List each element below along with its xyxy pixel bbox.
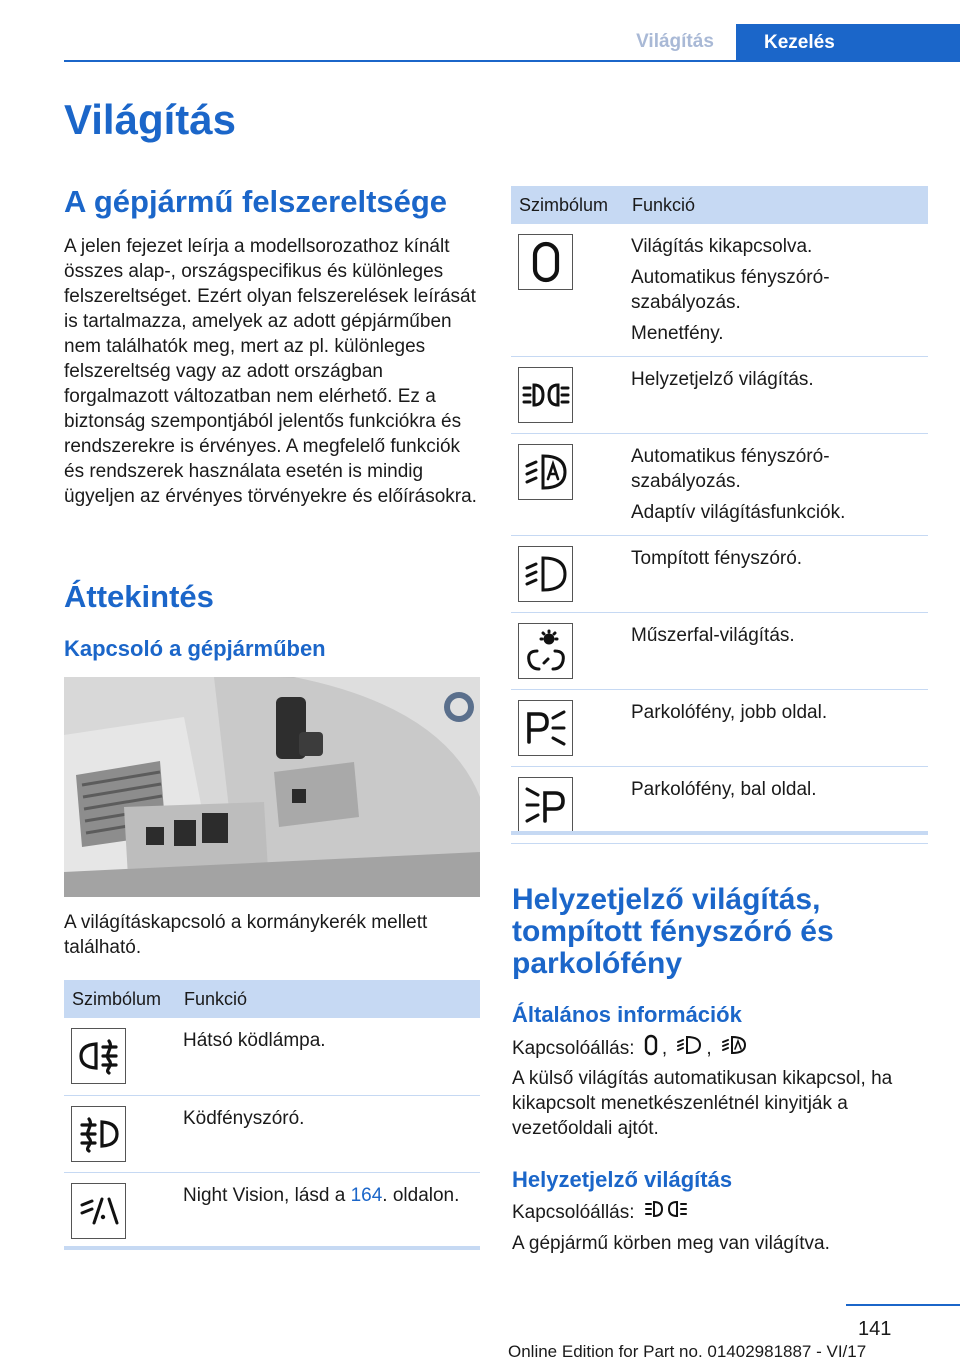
section-general-subtitle: Általános információk [512, 1002, 742, 1027]
switch-label: Kapcsolóállás: [512, 1038, 635, 1060]
function-line: Automatikus fényszóró-szabályozás. [631, 446, 830, 492]
header-rule [64, 60, 960, 62]
section-equipment-body: A jelen fejezet leírja a modellsorozathoz kínált összes alap-, országspecifikus és különleges felszereltséget. Ezért olyan felszerelések leírását is tartalmazza, amelyek az adott gépjárműben nem találhatók meg, mert az pl. különleges felszereltség vagy az adott országban forgalmazott változatban nem elérhető. Ez a biztonság szempontjából jelentős funkciókra és rendszerekre is érvényes. A megfelelő funkciók és rendszerek használata esetén is mindig ügyeljen az érvényes törvényekre és előírásokra. [64, 236, 477, 507]
function-line: Tompított fényszóró. [631, 548, 803, 569]
front-fog-lamp-icon [71, 1106, 126, 1162]
switch-positions-line [512, 1034, 932, 1064]
table-header-row [64, 980, 480, 1018]
photo-caption: A világításkapcsoló a kormánykerék mellett található. [64, 912, 428, 958]
column-header-symbol: Szimbólum [64, 980, 176, 1018]
section-parking-title: Helyzetjelző világítás, tompított fényszóró és parkolófény [512, 883, 834, 980]
table-header-row [511, 186, 928, 224]
zero-icon [518, 234, 573, 290]
parking-lights-icon [518, 367, 573, 423]
function-cell: Ködfényszóró. [176, 1095, 480, 1172]
page-number: 141 [858, 1318, 892, 1340]
night-vision-icon [71, 1183, 126, 1239]
function-text-suffix: . oldalon. [382, 1184, 460, 1206]
zero-icon [644, 1034, 658, 1064]
function-cell [624, 613, 928, 690]
footer-rule [846, 1304, 960, 1306]
table-row [511, 224, 928, 357]
page-reference-link[interactable]: 164 [350, 1184, 383, 1206]
function-line: Parkolófény, bal oldal. [631, 779, 817, 800]
function-cell [624, 434, 928, 536]
parking-switch-line [512, 1198, 932, 1228]
general-body: A külső világítás automatikusan kikapcsol, ha kikapcsolt menetkészenlétnél kinyitják a vezetőoldali ajtót. [512, 1068, 893, 1139]
parking-light-right-icon [518, 700, 573, 756]
function-line: Parkolófény, jobb oldal. [631, 702, 828, 723]
separator: , [661, 1038, 668, 1060]
parking-lights-icon [644, 1198, 688, 1228]
separator: , [706, 1038, 712, 1060]
table-right-end-rule [511, 831, 928, 835]
table-left-end-rule [64, 1246, 480, 1250]
function-line: Adaptív világításfunkciók. [631, 502, 846, 523]
function-line: Automatikus fényszóró-szabályozás. [631, 267, 830, 313]
function-cell [624, 690, 928, 767]
function-line: Műszerfal-világítás. [631, 625, 795, 646]
table-row [511, 536, 928, 613]
edition-note: Online Edition for Part no. 01402981887 - VI/17 [508, 1342, 867, 1361]
parking-light-left-icon [518, 777, 573, 833]
parking-body: A gépjármű körben meg van világítva. [512, 1233, 830, 1254]
section-overview-title: Áttekintés [64, 579, 214, 614]
section-parking-lights-subtitle: Helyzetjelző világítás [512, 1167, 733, 1192]
table-row [511, 613, 928, 690]
table-row [64, 1095, 480, 1172]
table-row [64, 1172, 480, 1249]
auto-headlight-icon [518, 444, 573, 500]
function-line: Helyzetjelző világítás. [631, 369, 814, 390]
symbol-table-left [64, 980, 480, 1250]
function-cell: Hátsó ködlámpa. [176, 1018, 480, 1095]
switch-label: Kapcsolóállás: [512, 1202, 635, 1224]
low-beam-icon [676, 1034, 702, 1064]
column-header-symbol: Szimbólum [511, 186, 624, 224]
table-row [511, 357, 928, 434]
function-text: Night Vision, lásd a [183, 1184, 351, 1206]
table-row [64, 1018, 480, 1095]
function-cell [624, 536, 928, 613]
header-tab-section: Világítás [636, 31, 714, 52]
function-line: Menetfény. [631, 323, 724, 344]
instrument-lighting-icon [518, 623, 573, 679]
rear-fog-lamp-icon [71, 1028, 126, 1084]
page-title: Világítás [64, 96, 236, 143]
function-cell [624, 357, 928, 434]
function-cell [624, 224, 928, 357]
table-row [511, 434, 928, 536]
auto-headlight-icon [721, 1034, 747, 1064]
light-switch-photo [64, 677, 480, 897]
function-cell [176, 1172, 480, 1249]
column-header-function: Funkció [624, 186, 928, 224]
column-header-function: Funkció [176, 980, 480, 1018]
header-tab-chapter: Kezelés [736, 24, 960, 62]
low-beam-icon [518, 546, 573, 602]
function-line: Világítás kikapcsolva. [631, 236, 813, 257]
section-overview-subtitle: Kapcsoló a gépjárműben [64, 636, 326, 661]
table-row [511, 690, 928, 767]
section-equipment-title: A gépjármű felszereltsége [64, 184, 448, 219]
symbol-table-right [511, 186, 928, 844]
